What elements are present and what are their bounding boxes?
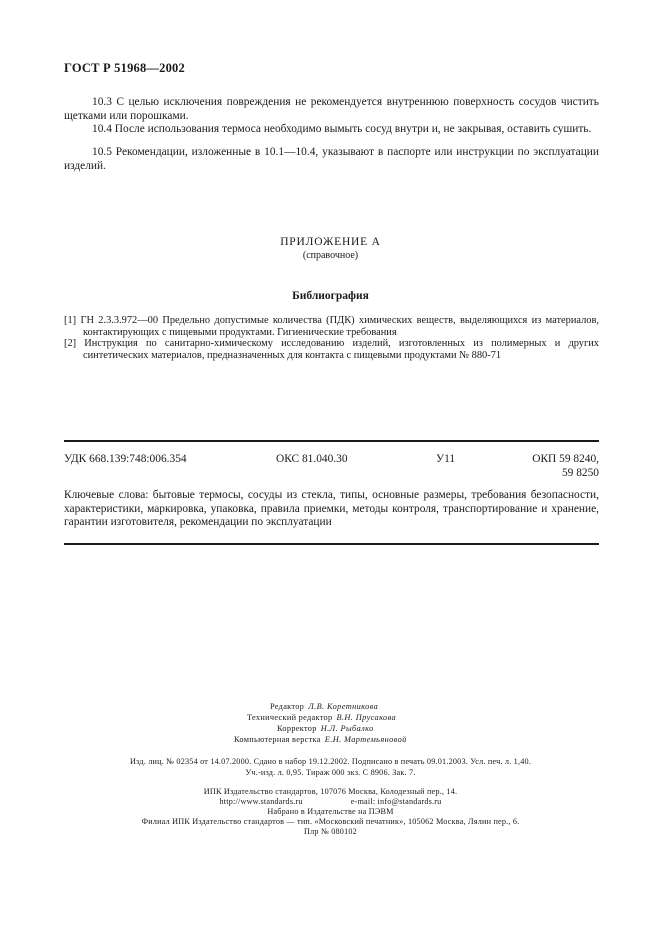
publisher-email: e-mail: info@standards.ru (350, 797, 442, 806)
imprint-line-2: Уч.-изд. л. 0,95. Тираж 000 экз. С 8906. Зак. 7. (245, 768, 416, 777)
publisher-contacts (0, 797, 661, 807)
credit-name: Л.В. Коретникова (308, 702, 379, 711)
okp-code-line2: 59 8250 (561, 467, 599, 479)
publisher-branch: Филиал ИПК Издательство стандартов — тип. «Московский печатник», 105062 Москва, Лялин пер., 6. (141, 817, 520, 826)
bibliography-title: Библиография (292, 290, 369, 302)
credit-proofreader (277, 724, 374, 735)
bottom-rule (64, 543, 599, 545)
oks-code: ОКС 81.040.30 (276, 453, 348, 465)
publisher-website: http://www.standards.ru (219, 797, 303, 806)
credit-role: Корректор (277, 724, 317, 733)
okp-code-line1: ОКП 59 8240, (532, 453, 599, 465)
credit-editor (270, 702, 378, 713)
udk-code: УДК 668.139:748:006.354 (64, 453, 187, 465)
publisher-address: ИПК Издательство стандартов, 107076 Москва, Колодезный пер., 14. (203, 787, 458, 796)
appendix-subtitle: (справочное) (302, 250, 359, 261)
reference-1: [1] ГН 2.3.3.972—00 Предельно допустимые количества (ПДК) химических веществ, выделяющихся из материалов, контактирующих с пищевыми продуктами. Гигиенические требования (64, 315, 599, 339)
paragraph-10-5: 10.5 Рекомендации, изложенные в 10.1—10.4, указывают в паспорте или инструкции по эксплуатации изделий. (64, 146, 599, 172)
credit-role: Технический редактор (247, 713, 333, 722)
credit-name: Е.Н. Мартемьяновой (324, 735, 407, 744)
credit-name: В.Н. Прусакова (336, 713, 397, 722)
reference-2: [2] Инструкция по санитарно-химическому исследованию изделий, изготовленных из полимерных и других синтетических материалов, предназначенных для контакта с пищевыми продуктами № 880-71 (64, 338, 599, 362)
credit-layout (234, 735, 407, 746)
publisher-typeset: Набрано в Издательстве на ПЭВМ (267, 807, 394, 816)
imprint-line-1: Изд. лиц. № 02354 от 14.07.2000. Сдано в набор 19.12.2002. Подписано в печать 09.01.2003. Усл. печ. л. 1,40. (129, 757, 532, 766)
paragraph-10-4: 10.4 После использования термоса необходимо вымыть сосуд внутри и, не закрывая, оставить сушить. (92, 123, 592, 135)
group-code: У11 (436, 453, 456, 465)
document-header: ГОСТ Р 51968—2002 (64, 61, 185, 75)
credit-role: Компьютерная верстка (234, 735, 321, 744)
publisher-license: Плр № 080102 (304, 827, 357, 836)
keywords: Ключевые слова: бытовые термосы, сосуды из стекла, типы, основные размеры, требования безопасности, характеристики, маркировка, упаковка, правила приемки, методы контроля, транспортирование и хранение, гарантии изготовителя, рекомендации по эксплуатации (64, 489, 599, 529)
appendix-title: ПРИЛОЖЕНИЕ А (280, 236, 381, 248)
paragraph-10-3: 10.3 С целью исключения повреждения не рекомендуется внутреннюю поверхность сосудов чистить щетками или порошками. (64, 96, 599, 122)
credit-tech-editor (247, 713, 396, 724)
top-rule (64, 440, 599, 442)
credit-role: Редактор (270, 702, 305, 711)
credit-name: Н.Л. Рыбалко (320, 724, 374, 733)
